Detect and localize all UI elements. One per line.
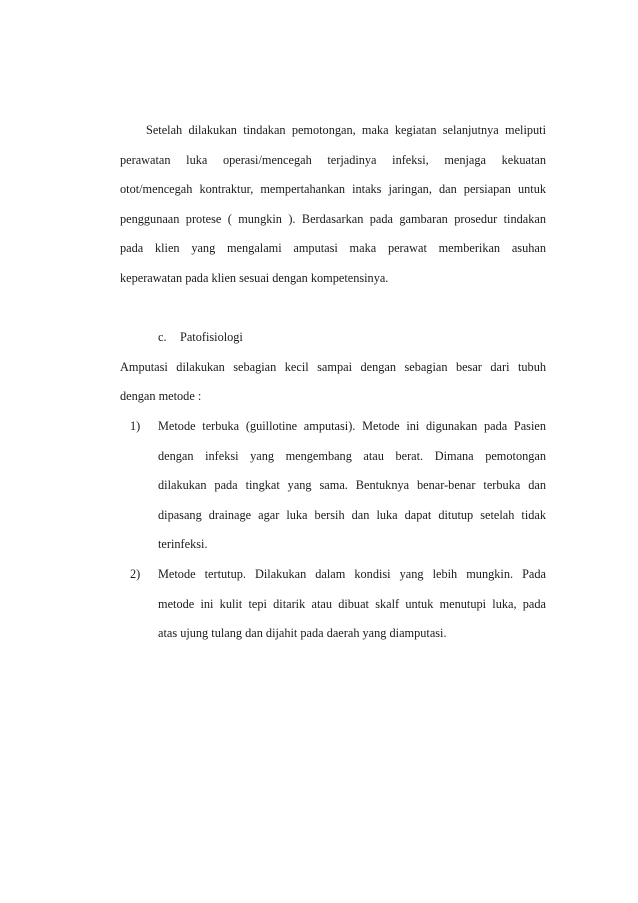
document-page (120, 116, 546, 649)
methods-list (120, 412, 546, 649)
text-line: penggunaan protese ( mungkin ). Berdasarkan pada gambaran prosedur tindakan (120, 211, 546, 226)
paragraph-amputation-methods-intro (120, 353, 546, 412)
text-line: Amputasi dilakukan sebagian kecil sampai dengan sebagian besar dari tubuh (120, 359, 546, 374)
text-line: dipasang drainage agar luka bersih dan luka dapat ditutup setelah tidak (158, 507, 546, 522)
list-item-text (158, 412, 546, 560)
blank-line (120, 294, 546, 324)
paragraph-post-amputation-care (120, 116, 546, 294)
text-line: keperawatan pada klien sesuai dengan kompetensinya. (120, 270, 389, 285)
text-line: perawatan luka operasi/mencegah terjadinya infeksi, menjaga kekuatan (120, 152, 546, 167)
text-line: atas ujung tulang dan dijahit pada daerah yang diamputasi. (158, 626, 447, 641)
text-line: Metode tertutup. Dilakukan dalam kondisi yang lebih mungkin. Pada (158, 566, 546, 581)
text-line: pada klien yang mengalami amputasi maka perawat memberikan asuhan (120, 241, 546, 256)
list-item-closed-method (120, 560, 546, 649)
text-line: Metode terbuka (guillotine amputasi). Metode ini digunakan pada Pasien (158, 418, 546, 433)
text-line: otot/mencegah kontraktur, mempertahankan intaks jaringan, dan persiapan untuk (120, 182, 546, 197)
list-item-text (158, 560, 546, 649)
text-line: dilakukan pada tingkat yang sama. Bentuknya benar-benar terbuka dan (158, 478, 546, 493)
text-line: metode ini kulit tepi ditarik atau dibuat skalf untuk menutupi luka, pada (158, 596, 546, 611)
list-number: 1) (130, 418, 141, 433)
list-item-open-method (120, 412, 546, 560)
section-marker: c. (158, 330, 167, 345)
section-title: Patofisiologi (180, 330, 243, 345)
text-line: terinfeksi. (158, 537, 208, 552)
section-heading-patofisiologi (120, 323, 546, 353)
list-number: 2) (130, 566, 141, 581)
text-line: dengan metode : (120, 389, 202, 404)
text-line: dengan infeksi yang mengembang atau berat. Dimana pemotongan (158, 448, 546, 463)
text-line: Setelah dilakukan tindakan pemotongan, maka kegiatan selanjutnya meliputi (146, 123, 546, 137)
